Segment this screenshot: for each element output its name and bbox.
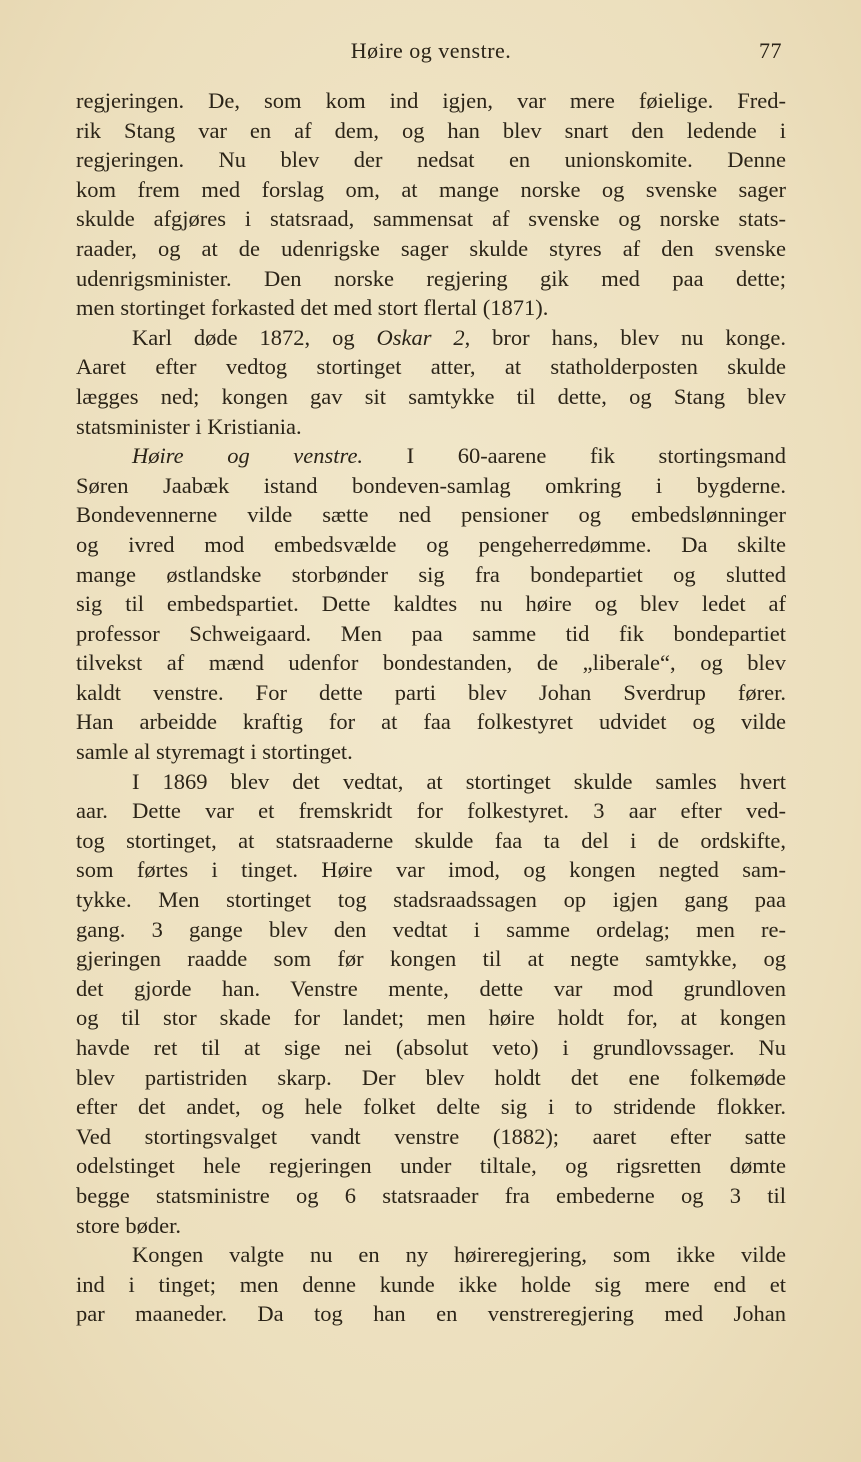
text-line: men stortinget forkasted det med stort flertal (1871).	[76, 295, 549, 321]
text-line: gjeringen raadde som før kongen til at negte samtykke, og	[76, 946, 786, 972]
italic-phrase: Høire og venstre.	[132, 443, 364, 469]
text-line: samle al styremagt i stortinget.	[76, 739, 353, 765]
text-line: raader, og at de udenrigske sager skulde styres af den svenske	[76, 235, 786, 261]
text-line: regjeringen. De, som kom ind igjen, var mere føielige. Fred-	[76, 88, 786, 113]
text-line: odelstinget hele regjeringen under tiltale, og rigsretten dømte	[76, 1153, 786, 1179]
body-text	[76, 86, 786, 1329]
text-line: begge statsministre og 6 statsraader fra embederne og 3 til	[76, 1182, 786, 1208]
text-line: par maaneder. Da tog han en venstreregjering med Johan	[76, 1301, 786, 1327]
text-line: store bøder.	[76, 1212, 181, 1238]
text-line: aar. Dette var et fremskridt for folkestyret. 3 aar efter ved-	[76, 798, 786, 824]
text-line: lægges ned; kongen gav sit samtykke til dette, og Stang blev	[76, 383, 786, 409]
page-number: 77	[759, 38, 782, 63]
text-line: regjeringen. Nu blev der nedsat en unionskomite. Denne	[76, 147, 786, 173]
text-line: skulde afgjøres i statsraad, sammensat af svenske og norske stats-	[76, 206, 786, 232]
text-line: sig til embedspartiet. Dette kaldtes nu høire og blev ledet af	[76, 591, 786, 617]
italic-phrase: Oskar 2	[376, 324, 465, 350]
text-line: mange østlandske storbønder sig fra bondepartiet og slutted	[76, 561, 786, 587]
text-line: ind i tinget; men denne kunde ikke holde sig mere end et	[76, 1271, 786, 1297]
text-line: det gjorde han. Venstre mente, dette var mod grundloven	[76, 975, 786, 1001]
running-head	[76, 38, 786, 68]
text-line: blev partistriden skarp. Der blev holdt det ene folkemøde	[76, 1064, 786, 1090]
text-line: som førtes i tinget. Høire var imod, og kongen negted sam-	[76, 857, 786, 883]
running-title: Høire og venstre.	[350, 38, 512, 63]
text-line: gang. 3 gange blev den vedtat i samme ordelag; men re-	[76, 916, 786, 942]
text-line: kaldt venstre. For dette parti blev Johan Sverdrup fører.	[76, 679, 786, 705]
text-line: statsminister i Kristiania.	[76, 413, 302, 439]
text-line: tog stortinget, at statsraaderne skulde faa ta del i de ordskifte,	[76, 827, 786, 853]
text-line: Aaret efter vedtog stortinget atter, at statholderposten skulde	[76, 354, 786, 380]
text-line: havde ret til at sige nei (absolut veto) i grundlovssager. Nu	[76, 1035, 786, 1060]
text-line: rik Stang var en af dem, og han blev snart den ledende i	[76, 117, 786, 143]
text-line: Søren Jaabæk istand bondeven-samlag omkring i bygderne.	[76, 472, 786, 498]
text-line: tykke. Men stortinget tog stadsraadssagen op igjen gang paa	[76, 887, 786, 913]
text-line: I 1869 blev det vedtat, at stortinget skulde samles hvert	[132, 768, 786, 794]
text-line: Bondevennerne vilde sætte ned pensioner og embedslønninger	[76, 502, 786, 528]
text-line: Karl døde 1872, og Oskar 2, bror hans, blev nu konge.	[132, 324, 787, 350]
text-line: og til stor skade for landet; men høire holdt for, at kongen	[76, 1005, 786, 1031]
text-line: Kongen valgte nu en ny høireregjering, som ikke vilde	[132, 1242, 786, 1268]
text-line: udenrigsminister. Den norske regjering gik med paa dette;	[76, 265, 786, 291]
text-line: tilvekst af mænd udenfor bondestanden, de „liberale“, og blev	[76, 650, 786, 676]
text-line: Han arbeidde kraftig for at faa folkestyret udvidet og vilde	[76, 709, 786, 735]
text-line: efter det andet, og hele folket delte sig i to stridende flokker.	[76, 1094, 786, 1120]
text-line: Høire og venstre. I 60-aarene fik stortingsmand	[132, 443, 786, 469]
text-line: Ved stortingsvalget vandt venstre (1882); aaret efter satte	[76, 1123, 786, 1149]
text-line: kom frem med forslag om, at mange norske og svenske sager	[76, 176, 786, 202]
text-line: professor Schweigaard. Men paa samme tid fik bondepartiet	[76, 620, 786, 646]
text-line: og ivred mod embedsvælde og pengeherredømme. Da skilte	[76, 531, 786, 557]
